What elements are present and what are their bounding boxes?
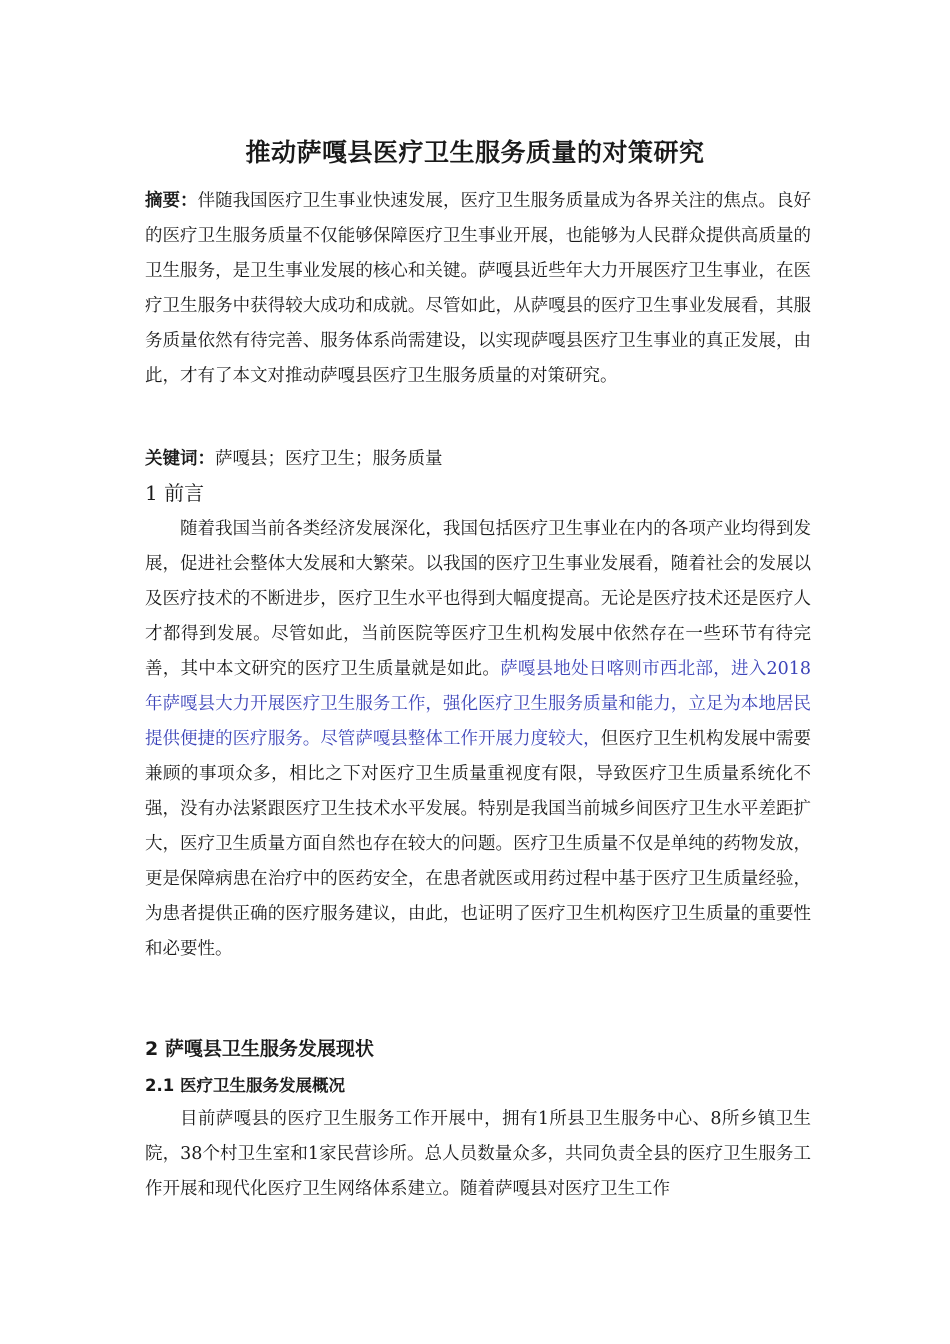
section-heading-status: 2 萨嘎县卫生服务发展现状 [145, 1038, 374, 1060]
section-heading-intro: 1 前言 [145, 481, 205, 505]
keywords-line [145, 442, 811, 477]
abstract-text: 伴随我国医疗卫生事业快速发展，医疗卫生服务质量成为各界关注的焦点。良好的医疗卫生服务质量不仅能够保障医疗卫生事业开展，也能够为人民群众提供高质量的卫生服务，是卫生事业发展的核心和关键。萨嘎县近些年大力开展医疗卫生事业，在医疗卫生服务中获得较大成功和成就。尽管如此，从萨嘎县的医疗卫生事业发展看，其服务质量依然有待完善、服务体系尚需建设，以实现萨嘎县医疗卫生事业的真正发展，由此，才有了本文对推动萨嘎县医疗卫生服务质量的对策研究。 [145, 191, 812, 386]
intro-text-b: 但医疗卫生机构发展中需要兼顾的事项众多，相比之下对医疗卫生质量重视度有限，导致医疗卫生质量系统化不强，没有办法紧跟医疗卫生技术水平发展。特别是我国当前城乡间医疗卫生水平差距扩大，医疗卫生质量方面自然也存在较大的问题。医疗卫生质量不仅是单纯的药物发放，更是保障病患在治疗中的医药安全，在患者就医或用药过程中基于医疗卫生质量经验，为患者提供正确的医疗服务建议，由此，也证明了医疗卫生机构医疗卫生质量的重要性和必要性。 [145, 729, 811, 959]
abstract-paragraph [145, 184, 811, 394]
keywords-text: 萨嘎县；医疗卫生；服务质量 [215, 449, 443, 469]
intro-text-a: 随着我国当前各类经济发展深化，我国包括医疗卫生事业在内的各项产业均得到发展，促进社会整体大发展和大繁荣。以我国的医疗卫生事业发展看，随着社会的发展以及医疗技术的不断进步，医疗卫生水平也得到大幅度提高。无论是医疗技术还是医疗人才都得到发展。尽管如此，当前医院等医疗卫生机构发展中依然存在一些环节有待完善，其中本文研究的医疗卫生质量就是如此。 [145, 519, 811, 679]
overview-paragraph: 目前萨嘎县的医疗卫生服务工作开展中，拥有1所县卫生服务中心、8所乡镇卫生院，38个村卫生室和1家民营诊所。总人员数量众多，共同负责全县的医疗卫生服务工作开展和现代化医疗卫生网络体系建立。随着萨嘎县对医疗卫生工作 [145, 1109, 811, 1199]
subsection-heading-overview: 2.1 医疗卫生服务发展概况 [145, 1076, 345, 1095]
abstract-label: 摘要： [145, 191, 198, 211]
intro-paragraph [145, 512, 811, 967]
keywords-label: 关键词： [145, 449, 215, 469]
document-title: 推动萨嘎县医疗卫生服务质量的对策研究 [245, 138, 705, 167]
intro-highlighted-text: 萨嘎县地处日喀则市西北部，进入2018年萨嘎县大力开展医疗卫生服务工作，强化医疗卫生服务质量和能力，立足为本地居民提供便捷的医疗服务。尽管萨嘎县整体工作开展力度较大， [145, 659, 811, 749]
